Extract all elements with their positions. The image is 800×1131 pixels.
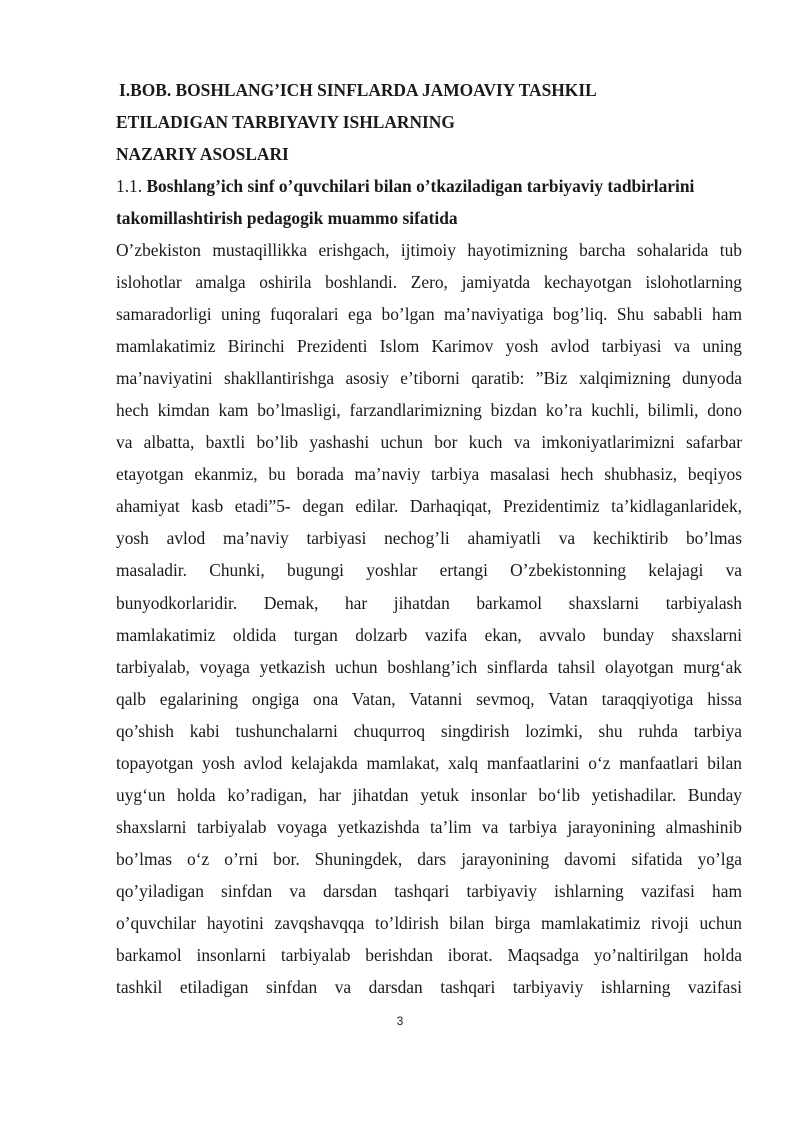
body-line: masaladir. Chunki, bugungi yoshlar ertangi O’zbekistonning kelajagi va — [116, 560, 742, 581]
body-line: qo’yiladigan sinfdan va darsdan tashqari tarbiyaviy ishlarning vazifasi ham — [116, 880, 742, 901]
body-line: yosh avlod ma’naviy tarbiyasi nechog’li ahamiyatli va kechiktirib bo’lmas — [116, 528, 742, 549]
section-title-line-1: Boshlang’ich sinf o’quvchilari bilan o’tkaziladigan tarbiyaviy tadbirlarini — [146, 176, 695, 196]
body-line: shaxslarni tarbiyalab voyaga yetkazishda ta’lim va tarbiya jarayonining almashinib — [116, 816, 742, 837]
body-text — [116, 234, 742, 1003]
page-content — [116, 74, 742, 1003]
chapter-heading-line-3: NAZARIY ASOSLARI — [116, 144, 289, 164]
body-line: tarbiyalab, voyaga yetkazish uchun boshlang’ich sinflarda tahsil olayotgan murg‘ak — [116, 656, 742, 677]
body-line: etayotgan ekanmiz, bu borada ma’naviy tarbiya masalasi hech shubhasiz, beqiyos — [116, 464, 742, 485]
body-line: o’quvchilar hayotini zavqshavqqa to’ldirish bilan birga mamlakatimiz rivoji uchun — [116, 912, 742, 933]
chapter-heading-line-1: I.BOB. BOSHLANG’ICH SINFLARDA JAMOAVIY TASHKIL — [119, 80, 597, 100]
body-line: uyg‘un holda ko’radigan, har jihatdan yetuk insonlar bo‘lib yetishadilar. Bunday — [116, 784, 742, 805]
page-number: 3 — [396, 1014, 404, 1028]
section-number: 1.1. — [116, 176, 143, 196]
body-line: topayotgan yosh avlod kelajakda mamlakat, xalq manfaatlarini o‘z manfaatlari bilan — [116, 752, 742, 773]
body-line: islohotlar amalga oshirila boshlandi. Zero, jamiyatda kechayotgan islohotlarning — [116, 272, 742, 293]
section-title-line-2: takomillashtirish pedagogik muammo sifatida — [116, 208, 458, 228]
section-heading — [116, 170, 742, 234]
body-line: ahamiyat kasb etadi”5- degan edilar. Darhaqiqat, Prezidentimiz ta’kidlaganlaridek, — [116, 496, 742, 517]
body-line: qo’shish kabi tushunchalarni chuqurroq singdirish lozimki, shu ruhda tarbiya — [116, 720, 742, 741]
body-line: va albatta, baxtli bo’lib yashashi uchun bor kuch va imkoniyatlarimizni safarbar — [116, 432, 742, 453]
body-line: samaradorligi uning fuqoralari ega bo’lgan ma’naviyatiga bog’liq. Shu sababli ham — [116, 304, 742, 325]
body-line: bunyodkorlaridir. Demak, har jihatdan barkamol shaxslarni tarbiyalash — [116, 592, 742, 613]
body-line: qalb egalarining ongiga ona Vatan, Vatanni sevmoq, Vatan taraqqiyotiga hissa — [116, 688, 742, 709]
body-line: hech kimdan kam bo’lmasligi, farzandlarimizning bizdan ko’ra kuchli, bilimli, dono — [116, 400, 742, 421]
chapter-heading — [116, 74, 742, 170]
chapter-heading-line-2: ETILADIGAN TARBIYAVIY ISHLARNING — [116, 112, 455, 132]
body-line: O’zbekiston mustaqillikka erishgach, ijtimoiy hayotimizning barcha sohalarida tub — [116, 240, 742, 260]
body-line: tashkil etiladigan sinfdan va darsdan tashqari tarbiyaviy ishlarning vazifasi — [116, 977, 742, 998]
body-line: bo’lmas o‘z o’rni bor. Shuningdek, dars jarayonining davomi sifatida yo’lga — [116, 848, 742, 869]
body-line: mamlakatimiz Birinchi Prezidenti Islom Karimov yosh avlod tarbiyasi va uning — [116, 336, 742, 357]
body-line: ma’naviyatini shakllantirishga asosiy e’tiborni qaratib: ”Biz xalqimizning dunyoda — [116, 368, 742, 389]
body-line: barkamol insonlarni tarbiyalab berishdan iborat. Maqsadga yo’naltirilgan holda — [116, 945, 742, 966]
body-line: mamlakatimiz oldida turgan dolzarb vazifa ekan, avvalo bunday shaxslarni — [116, 624, 742, 645]
